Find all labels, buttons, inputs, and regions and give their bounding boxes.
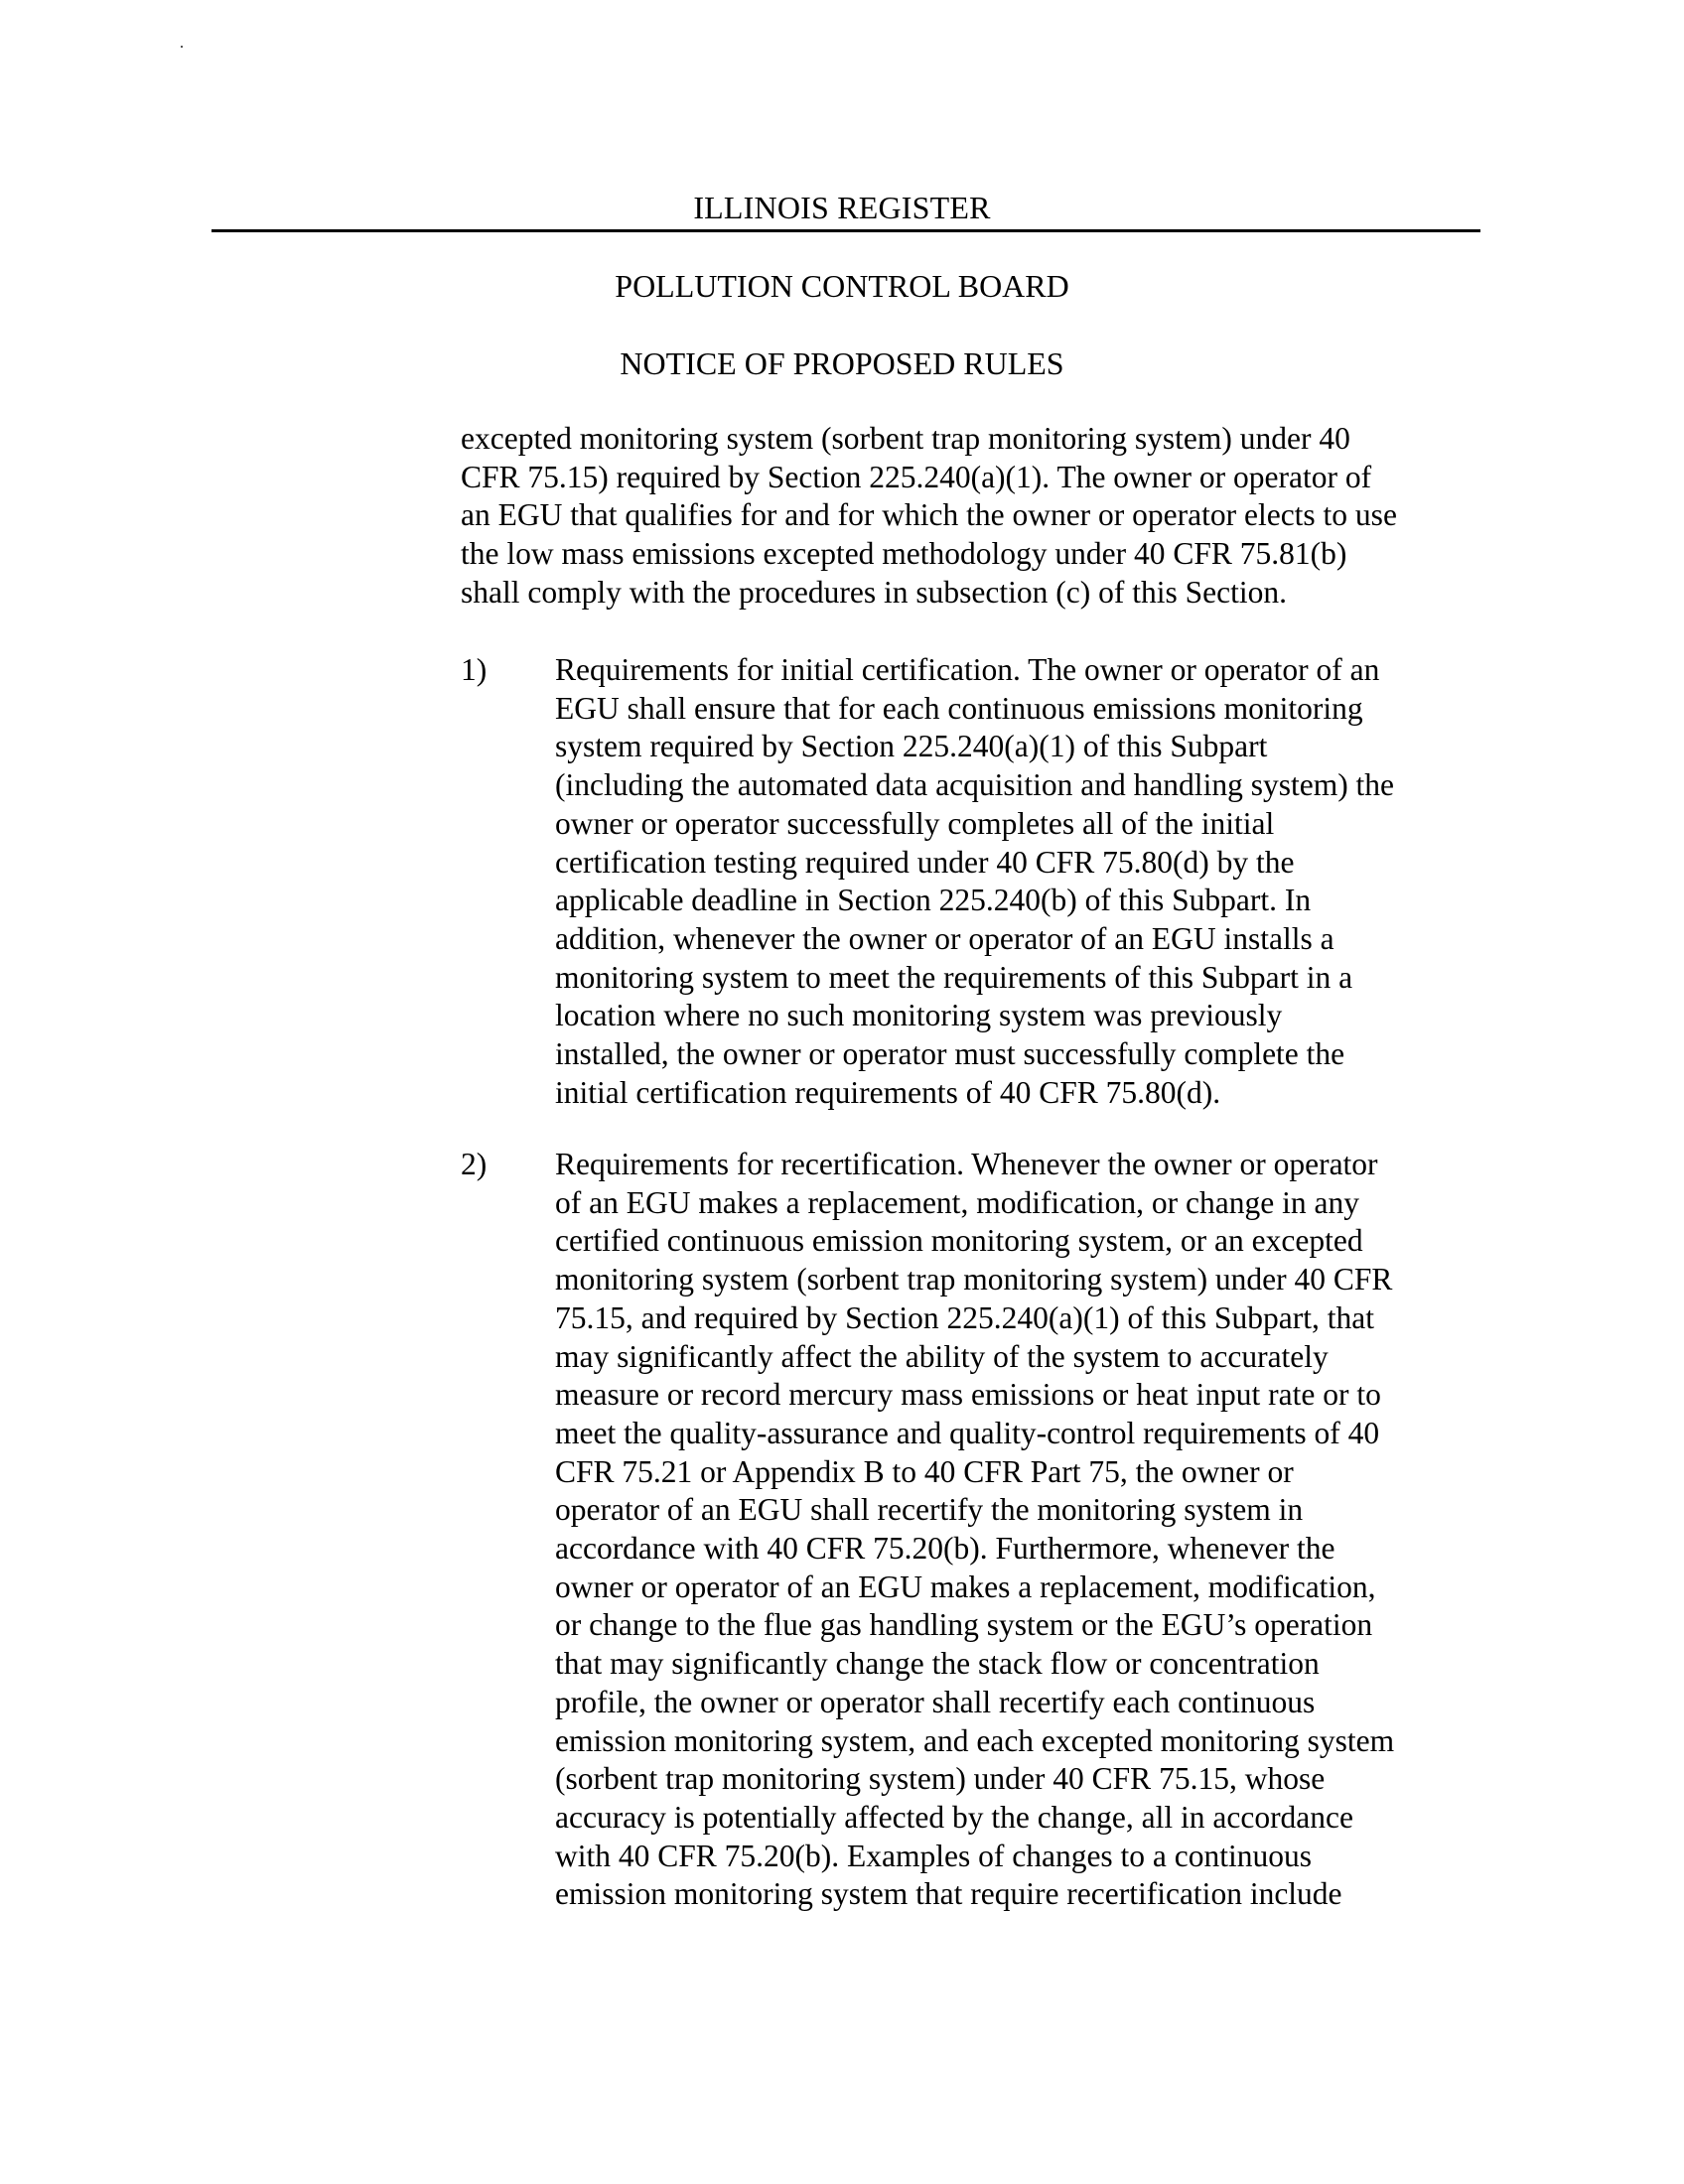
text-line: initial certification requirements of 40 CFR 75.80(d). [555, 1074, 1221, 1110]
text-line: operator of an EGU shall recertify the monitoring system in [555, 1492, 1304, 1528]
text-line: measure or record mercury mass emissions or heat input rate or to [555, 1377, 1381, 1413]
text-line: EGU shall ensure that for each continuous emissions monitoring [555, 690, 1363, 726]
text-line: (sorbent trap monitoring system) under 40 CFR 75.15, whose [555, 1761, 1326, 1797]
header-rule [211, 229, 1480, 232]
text-line: monitoring system (sorbent trap monitoring system) under 40 CFR [555, 1262, 1393, 1297]
text-line: 75.15, and required by Section 225.240(a)(1) of this Subpart, that [555, 1299, 1374, 1335]
text-line: emission monitoring system, and each excepted monitoring system [555, 1722, 1395, 1758]
text-line: CFR 75.21 or Appendix B to 40 CFR Part 75, the owner or [555, 1453, 1294, 1489]
text-line: that may significantly change the stack flow or concentration [555, 1646, 1320, 1682]
text-line: certification testing required under 40 CFR 75.80(d) by the [555, 844, 1295, 880]
text-line: Requirements for recertification. Whenever the owner or operator [555, 1147, 1378, 1181]
text-line: system required by Section 225.240(a)(1) of this Subpart [555, 729, 1268, 764]
text-line: profile, the owner or operator shall recertify each continuous [555, 1684, 1316, 1719]
item-number-1: 1) [461, 652, 488, 687]
intro-paragraph [461, 420, 1454, 613]
text-line: CFR 75.15) required by Section 225.240(a)(1). The owner or operator of [461, 459, 1372, 494]
text-line: excepted monitoring system (sorbent trap monitoring system) under 40 [461, 421, 1350, 456]
text-line: addition, whenever the owner or operator of an EGU installs a [555, 920, 1334, 956]
text-line: may significantly affect the ability of the system to accurately [555, 1338, 1329, 1374]
text-line: location where no such monitoring system was previously [555, 998, 1283, 1033]
text-line: owner or operator of an EGU makes a replacement, modification, [555, 1569, 1376, 1604]
text-line: installed, the owner or operator must successfully complete the [555, 1036, 1345, 1072]
text-line: with 40 CFR 75.20(b). Examples of changes to a continuous [555, 1838, 1313, 1873]
text-line: shall comply with the procedures in subsection (c) of this Section. [461, 574, 1287, 610]
text-line: applicable deadline in Section 225.240(b) of this Subpart. In [555, 883, 1312, 918]
text-line: Requirements for initial certification. The owner or operator of an [555, 652, 1380, 687]
scan-speck [181, 46, 183, 48]
notice-type: NOTICE OF PROPOSED RULES [620, 345, 1064, 381]
text-line: (including the automated data acquisition and handling system) the [555, 767, 1395, 803]
text-line: accuracy is potentially affected by the change, all in accordance [555, 1799, 1354, 1835]
text-line: monitoring system to meet the requirements of this Subpart in a [555, 959, 1353, 995]
text-line: certified continuous emission monitoring system, or an excepted [555, 1223, 1363, 1259]
register-title: ILLINOIS REGISTER [693, 190, 991, 225]
text-line: of an EGU makes a replacement, modification, or change in any [555, 1184, 1359, 1220]
text-line: the low mass emissions excepted methodology under 40 CFR 75.81(b) [461, 536, 1347, 572]
text-line: an EGU that qualifies for and for which the owner or operator elects to use [461, 497, 1397, 533]
text-line: or change to the flue gas handling system or the EGU’s operation [555, 1607, 1373, 1643]
text-line: accordance with 40 CFR 75.20(b). Furthermore, whenever the [555, 1531, 1335, 1567]
text-line: emission monitoring system that require recertification include [555, 1876, 1342, 1912]
text-line: meet the quality-assurance and quality-control requirements of 40 [555, 1415, 1380, 1450]
item-paragraph-2 [555, 1146, 1488, 1914]
text-line: owner or operator successfully completes all of the initial [555, 805, 1275, 841]
item-number-2: 2) [461, 1147, 488, 1181]
agency-name: POLLUTION CONTROL BOARD [615, 268, 1069, 304]
item-paragraph-1 [555, 651, 1488, 1112]
